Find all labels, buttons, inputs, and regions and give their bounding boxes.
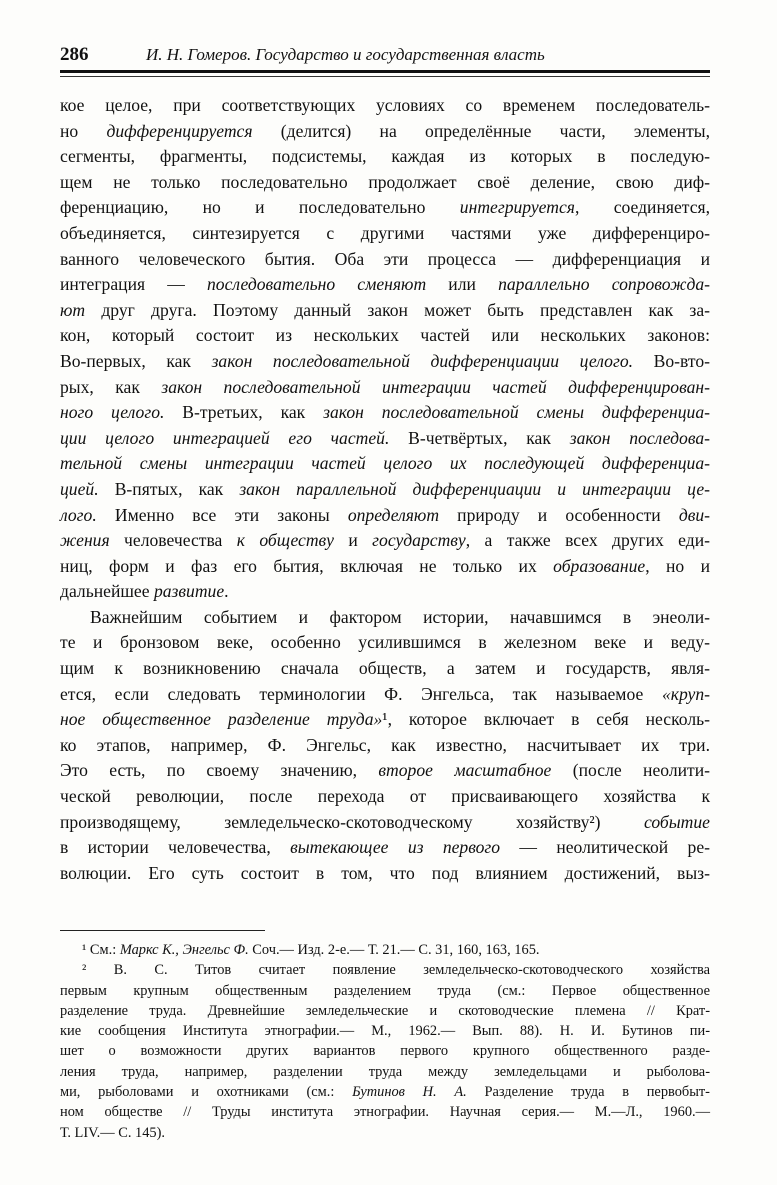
text-run: ется, если следовать терминологии Ф. Энгельса, так называемое: [60, 683, 662, 704]
text-run: друг друга. Поэтому данный закон может быть представлен как за-: [85, 299, 710, 320]
text-run: ференциацию, но и последовательно: [60, 197, 460, 218]
text-run: кое целое, при соответствующих условиях со временем последователь-: [60, 95, 710, 115]
footnotes: [60, 940, 710, 1143]
italic-text: событие: [643, 811, 710, 832]
text-line: [60, 810, 710, 836]
text-run: ном обществе // Труды института этнографии. Научная серия.— М.—Л., 1960.—: [60, 1104, 710, 1121]
text-run: человечества: [109, 530, 237, 551]
page-number: 286: [60, 44, 89, 65]
italic-text: Маркс К., Энгельс Ф.: [119, 942, 249, 958]
italic-text: цией.: [60, 478, 99, 499]
italic-text: «круп-: [661, 683, 710, 704]
text-line: [60, 579, 710, 605]
text-run: кие сообщения Института этнографии.— М., 1962.— Вып. 88). Н. И. Бутинов пи-: [60, 1023, 710, 1040]
footnote-line: [60, 1021, 710, 1041]
header-rule-thin: [60, 76, 710, 77]
text-line: [60, 298, 710, 324]
text-run: производящему, земледельческо-скотоводческому хозяйству²): [60, 811, 644, 832]
italic-text: определяют: [347, 504, 440, 525]
text-run: ко этапов, например, Ф. Энгельс, как известно, насчитывает их три.: [60, 734, 710, 755]
text-line: [60, 835, 710, 861]
footnote-line: [60, 981, 710, 1001]
text-line: [60, 758, 710, 784]
text-run: в истории человечества,: [60, 837, 291, 858]
italic-text: дви-: [678, 504, 711, 525]
italic-text: последовательно сменяют: [206, 274, 427, 295]
italic-text: закон последовательной дифференциации целого.: [211, 350, 634, 371]
text-run: В-третьих, как: [164, 402, 324, 423]
text-run: ванного человеческого бытия. Оба эти процесса — дифференциация и: [60, 248, 710, 269]
text-run: (после неолити-: [551, 760, 710, 781]
text-line: [60, 784, 710, 810]
italic-text: Бутинов Н. А.: [352, 1084, 467, 1101]
italic-text: закон последова-: [569, 427, 710, 448]
body-text: [60, 93, 710, 886]
text-run: интеграция —: [60, 274, 207, 295]
italic-text: лого.: [60, 504, 97, 525]
text-run: дальнейшее: [60, 581, 154, 602]
text-line: [60, 272, 710, 298]
text-run: но: [60, 120, 107, 141]
text-run: щем не только последовательно продолжает своё деление, свою диф-: [60, 171, 710, 192]
italic-text: государству: [372, 530, 466, 551]
italic-text: развитие: [153, 581, 225, 602]
text-run: В-четвёртых, как: [389, 427, 570, 448]
text-run: природу и особенности: [439, 504, 679, 525]
italic-text: тельной смены интеграции частей целого их последующей дифференциа-: [60, 453, 710, 474]
text-line: [60, 375, 710, 401]
italic-text: образование: [553, 555, 646, 576]
footnote-divider: [60, 930, 265, 931]
text-run: Важнейшим событием и фактором истории, начавшимся в энеоли-: [90, 606, 710, 627]
italic-text: ции целого интеграцией его частей.: [60, 427, 390, 448]
italic-text: закон последовательной интеграции частей дифференцирован-: [161, 376, 710, 397]
text-run: , но и: [645, 555, 710, 576]
text-run: первым крупным общественным разделением труда (см.: Первое общественное: [60, 982, 710, 999]
text-line: [60, 323, 710, 349]
text-line: [60, 605, 710, 631]
text-line: [60, 861, 710, 887]
header-rule: [60, 70, 710, 73]
text-run: кон, который состоит из нескольких частей или нескольких законов:: [60, 325, 710, 346]
text-line: [60, 247, 710, 273]
text-run: ления труда, например, разделении труда между земледельцами и рыболова-: [60, 1063, 710, 1080]
footnote-line: [60, 1001, 710, 1021]
text-run: или: [426, 274, 499, 295]
text-run: (делится) на определённые части, элементы,: [252, 120, 710, 141]
text-line: [60, 93, 710, 119]
text-run: сегменты, фрагменты, подсистемы, каждая из которых в последую-: [60, 146, 710, 167]
text-run: Во-первых, как: [60, 350, 212, 371]
footnote-line: [60, 1102, 710, 1122]
footnote-line: [60, 1082, 710, 1102]
text-line: [60, 349, 710, 375]
page-header: [60, 44, 710, 68]
text-line: [60, 630, 710, 656]
text-run: Т. LIV.— С. 145).: [60, 1124, 166, 1141]
text-run: ² В. С. Титов считает появление земледельческо-скотоводческого хозяйства: [82, 962, 710, 979]
text-line: [60, 400, 710, 426]
text-line: [60, 707, 710, 733]
footnote-line: [60, 960, 710, 980]
italic-text: ное общественное разделение труда»: [60, 709, 383, 730]
text-run: — неолитической ре-: [500, 837, 710, 858]
text-line: [60, 656, 710, 682]
italic-text: закон параллельной дифференциации и интеграции це-: [239, 478, 710, 499]
italic-text: параллельно сопровожда-: [498, 274, 710, 295]
text-run: .: [224, 581, 229, 602]
text-run: , а также всех других еди-: [465, 530, 710, 551]
italic-text: ного целого.: [60, 402, 165, 423]
text-run: Во-вто-: [633, 350, 710, 371]
text-line: [60, 119, 710, 145]
text-run: те и бронзовом веке, особенно усилившимся в железном веке и веду-: [60, 632, 710, 653]
italic-text: жения: [60, 530, 110, 551]
text-line: [60, 195, 710, 221]
text-line: [60, 733, 710, 759]
text-line: [60, 477, 710, 503]
text-run: щим к возникновению сначала обществ, а затем и государств, явля-: [60, 658, 710, 679]
text-run: ниц, форм и фаз его бытия, включая не только их: [60, 555, 554, 576]
text-line: [60, 170, 710, 196]
text-line: [60, 528, 710, 554]
text-run: рых, как: [60, 376, 162, 397]
text-line: [60, 221, 710, 247]
text-run: волюции. Его суть состоит в том, что под влиянием достижений, выз-: [60, 862, 710, 883]
italic-text: закон последовательной смены дифференциа-: [323, 402, 710, 423]
running-head: И. Н. Гомеров. Государство и государственная власть: [146, 45, 545, 64]
text-run: Разделение труда в первобыт-: [466, 1084, 710, 1101]
text-run: ческой революции, после перехода от присваивающего хозяйства к: [60, 786, 710, 807]
text-line: [60, 426, 710, 452]
text-run: В-пятых, как: [98, 478, 240, 499]
italic-text: второе масштабное: [378, 760, 552, 781]
text-run: шет о возможности других вариантов первого крупного общественного разде-: [60, 1043, 710, 1060]
text-line: [60, 682, 710, 708]
text-line: [60, 144, 710, 170]
text-line: [60, 503, 710, 529]
footnote-line: [60, 940, 710, 960]
text-line: [60, 554, 710, 580]
italic-text: вытекающее из первого: [290, 837, 501, 858]
text-run: Именно все эти законы: [96, 504, 348, 525]
text-run: и: [333, 530, 373, 551]
footnote-line: [60, 1123, 710, 1143]
italic-text: интегрируется: [459, 197, 575, 218]
text-run: Соч.— Изд. 2-е.— Т. 21.— С. 31, 160, 163, 165.: [248, 942, 540, 958]
italic-text: ют: [60, 299, 86, 320]
text-line: [60, 451, 710, 477]
footnote-line: [60, 1062, 710, 1082]
text-run: ¹ См.:: [82, 942, 120, 958]
text-run: разделение труда. Древнейшие земледельческие и скотоводческие племена // Крат-: [60, 1002, 710, 1019]
italic-text: к обществу: [236, 530, 334, 551]
text-run: объединяется, синтезируется с другими частями уже дифференциро-: [60, 222, 710, 243]
footnote-line: [60, 1041, 710, 1061]
text-run: ¹, которое включает в себя несколь-: [382, 709, 710, 730]
text-run: , соединяется,: [574, 197, 710, 218]
text-run: ми, рыболовами и охотниками (см.:: [60, 1084, 353, 1101]
text-run: Это есть, по своему значению,: [60, 760, 379, 781]
italic-text: дифференцируется: [106, 120, 253, 141]
